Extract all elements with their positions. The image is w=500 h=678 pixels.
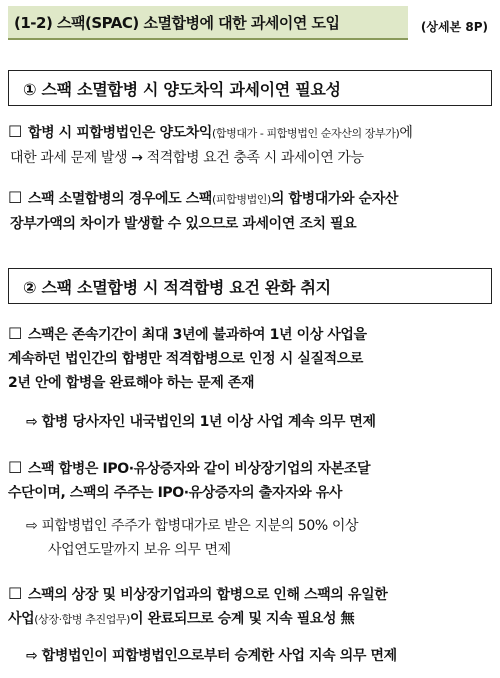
list-item <box>8 186 498 236</box>
item-text: 스팩의 상장 및 비상장기업과의 합병으로 인해 스팩의 유일한 <box>27 587 388 603</box>
item-text: 에 <box>399 125 413 141</box>
item-text: 수단이며, 스팩의 주주는 IPO·유상증자의 출자자와 유사 <box>8 485 342 501</box>
section-2-title: ② 스팩 소멸합병 시 적격합병 요건 완화 취지 <box>23 277 331 297</box>
sub-item-text: ⇨ 합병법인이 피합병법인으로부터 승계한 사업 지속 의무 면제 <box>26 648 397 664</box>
section-1-box <box>8 70 492 106</box>
checkbox-marker: ☐ <box>8 188 22 207</box>
item-small-text: (상장·합병 추진업무) <box>34 613 131 626</box>
page-title: (1-2) 스팩(SPAC) 소멸합병에 대한 과세이연 도입 <box>14 13 340 32</box>
list-item <box>8 120 498 170</box>
sub-item <box>26 410 496 434</box>
sub-item-text: 사업연도말까지 보유 의무 면제 <box>48 542 231 558</box>
header-bar <box>8 6 408 40</box>
checkbox-marker: ☐ <box>8 584 22 603</box>
item-text: 장부가액의 차이가 발생할 수 있으므로 과세이연 조치 필요 <box>10 216 357 232</box>
item-text: 스팩 합병은 IPO·유상증자와 같이 비상장기업의 자본조달 <box>27 461 371 477</box>
item-text: 계속하던 법인간의 합병만 적격합병으로 인정 시 실질적으로 <box>8 351 363 367</box>
list-item <box>8 456 498 505</box>
item-text: 이 완료되므로 승계 및 지속 필요성 無 <box>130 611 355 627</box>
sub-item <box>26 514 496 562</box>
list-item <box>8 582 498 632</box>
sub-item-text: ⇨ 피합병법인 주주가 합병대가로 받은 지분의 50% 이상 <box>26 518 359 534</box>
sub-item-text: ⇨ 합병 당사자인 내국법인의 1년 이상 사업 계속 의무 면제 <box>26 414 376 430</box>
item-text: 합병 시 피합병법인은 양도차익 <box>27 125 212 141</box>
item-small-text: (합병대가 - 피합병법인 순자산의 장부가) <box>212 127 400 140</box>
section-2-box <box>8 268 492 304</box>
item-text: 2년 안에 합병을 완료해야 하는 문제 존재 <box>8 375 255 391</box>
list-item <box>8 322 498 395</box>
checkbox-marker: ☐ <box>8 324 22 343</box>
reference-note: (상세본 8P) <box>420 20 488 34</box>
sub-item <box>26 644 496 668</box>
item-text: 스팩은 존속기간이 최대 3년에 불과하여 1년 이상 사업을 <box>27 327 367 343</box>
item-text: 사업 <box>8 611 35 627</box>
section-1-title: ① 스팩 소멸합병 시 양도차익 과세이연 필요성 <box>23 79 341 99</box>
item-small-text: (피합병법인) <box>212 193 271 206</box>
item-text: 대한 과세 문제 발생 → 적격합병 요건 충족 시 과세이연 가능 <box>10 150 364 166</box>
checkbox-marker: ☐ <box>8 122 22 141</box>
checkbox-marker: ☐ <box>8 458 22 477</box>
item-text: 스팩 소멸합병의 경우에도 스팩 <box>27 191 212 207</box>
item-text: 의 합병대가와 순자산 <box>270 191 398 207</box>
